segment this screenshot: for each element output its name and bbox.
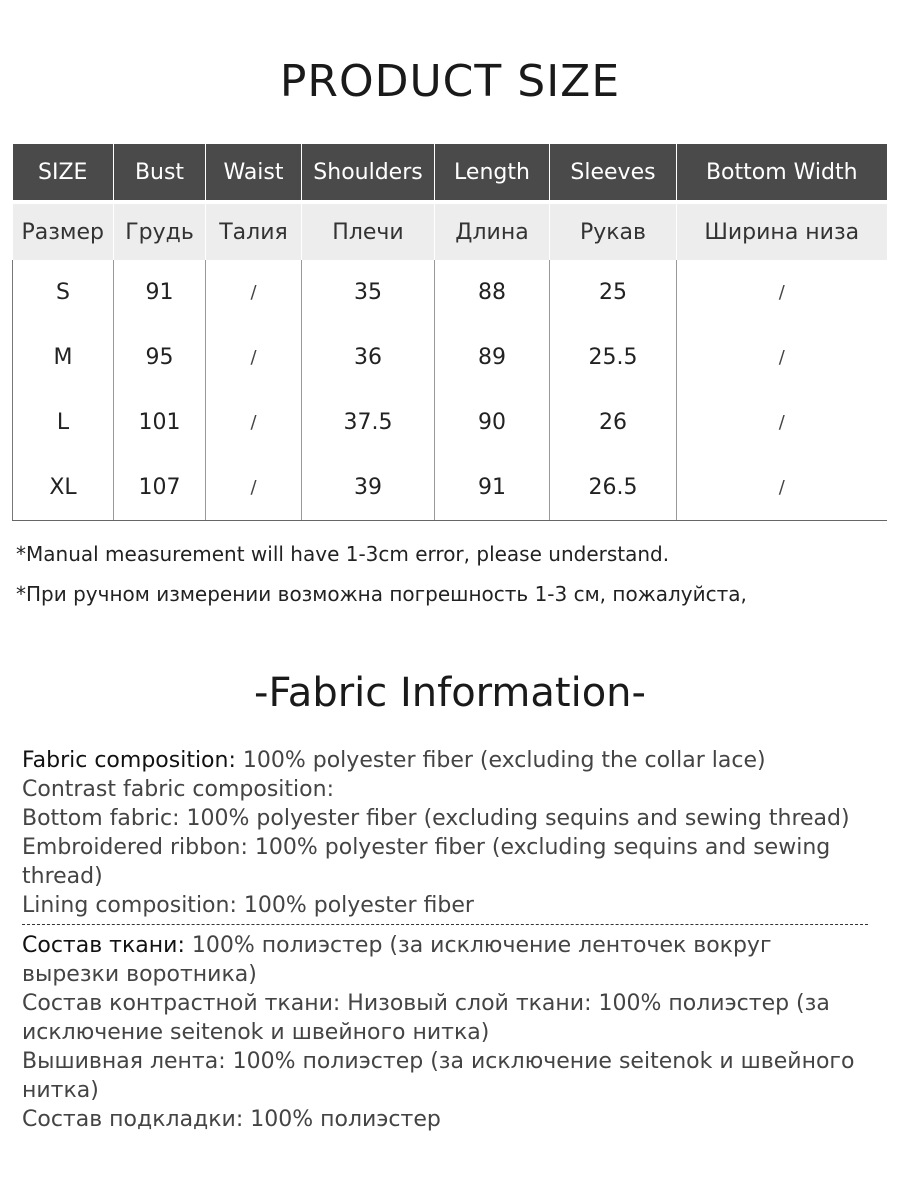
cell-size: XL (13, 455, 114, 521)
header-ru-bust: Грудь (114, 202, 206, 260)
fabric-info (22, 746, 872, 1134)
bottom-fabric-en: Bottom fabric: 100% polyester fiber (excluding sequins and sewing thread) (22, 806, 850, 831)
fabric-composition-en (22, 746, 872, 775)
cell-size: S (13, 260, 114, 325)
cell-bottom-width: / (677, 390, 887, 455)
cell-shoulders: 37.5 (302, 390, 435, 455)
header-bottom-width: Bottom Width (677, 144, 887, 202)
cell-bust: 107 (114, 455, 206, 521)
table-header-en (13, 144, 887, 202)
cell-waist: / (206, 455, 302, 521)
contrast-composition-en: Contrast fabric composition: (22, 777, 334, 802)
table-row (13, 325, 887, 390)
fabric-composition-ru (22, 931, 872, 989)
header-size: SIZE (13, 144, 114, 202)
embroidered-ribbon-ru: Вышивная лента: 100% полиэстер (за исключение seitenok и швейного нитка) (22, 1049, 855, 1103)
header-sleeves: Sleeves (550, 144, 677, 202)
cell-waist: / (206, 260, 302, 325)
cell-length: 91 (435, 455, 550, 521)
cell-size: L (13, 390, 114, 455)
header-bust: Bust (114, 144, 206, 202)
header-ru-size: Размер (13, 202, 114, 260)
fabric-composition-label: Fabric composition: (22, 748, 236, 773)
cell-length: 88 (435, 260, 550, 325)
size-table (12, 144, 887, 521)
header-shoulders: Shoulders (302, 144, 435, 202)
page-title: PRODUCT SIZE (279, 56, 621, 107)
cell-bust: 95 (114, 325, 206, 390)
fabric-composition-ru-value: 100% полиэстер (за исключение ленточек вокруг вырезки воротника) (22, 933, 772, 987)
lining-composition-en: Lining composition: 100% polyester fiber (22, 893, 474, 918)
table-row (13, 260, 887, 325)
cell-bottom-width: / (677, 260, 887, 325)
fabric-composition-value: 100% polyester fiber (excluding the collar lace) (235, 748, 766, 773)
cell-bottom-width: / (677, 325, 887, 390)
table-row (13, 390, 887, 455)
header-ru-sleeves: Рукав (550, 202, 677, 260)
cell-sleeves: 26.5 (550, 455, 677, 521)
table-header-ru (13, 202, 887, 260)
header-ru-bottom-width: Ширина низа (677, 202, 887, 260)
cell-length: 89 (435, 325, 550, 390)
cell-sleeves: 25 (550, 260, 677, 325)
header-waist: Waist (206, 144, 302, 202)
cell-shoulders: 35 (302, 260, 435, 325)
lining-composition-ru: Состав подкладки: 100% полиэстер (22, 1107, 441, 1132)
header-length: Length (435, 144, 550, 202)
cell-bust: 91 (114, 260, 206, 325)
cell-bottom-width: / (677, 455, 887, 521)
cell-waist: / (206, 390, 302, 455)
fabric-composition-ru-label: Состав ткани: (22, 933, 185, 958)
embroidered-ribbon-en: Embroidered ribbon: 100% polyester fiber (excluding sequins and sewing thread) (22, 835, 831, 889)
table-row (13, 455, 887, 521)
cell-shoulders: 36 (302, 325, 435, 390)
note-en: *Manual measurement will have 1-3cm error, please understand. (16, 542, 670, 566)
fabric-title: -Fabric Information- (254, 670, 646, 716)
dashed-divider (22, 924, 868, 925)
header-ru-shoulders: Плечи (302, 202, 435, 260)
note-ru: *При ручном измерении возможна погрешность 1-3 см, пожалуйста, (16, 582, 747, 606)
header-ru-waist: Талия (206, 202, 302, 260)
contrast-composition-ru: Состав контрастной ткани: Низовый слой ткани: 100% полиэстер (за исключение seitenok и швейного нитка) (22, 991, 830, 1045)
cell-waist: / (206, 325, 302, 390)
cell-bust: 101 (114, 390, 206, 455)
cell-size: M (13, 325, 114, 390)
cell-sleeves: 25.5 (550, 325, 677, 390)
cell-sleeves: 26 (550, 390, 677, 455)
cell-length: 90 (435, 390, 550, 455)
cell-shoulders: 39 (302, 455, 435, 521)
header-ru-length: Длина (435, 202, 550, 260)
